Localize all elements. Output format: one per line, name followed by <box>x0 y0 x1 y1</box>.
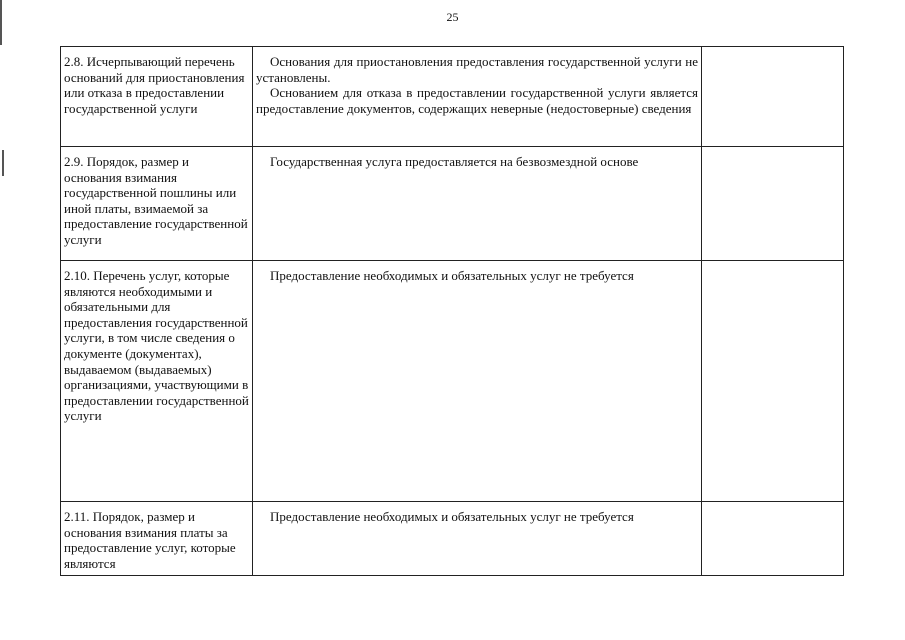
row-note-cell <box>702 261 844 502</box>
row-content-cell <box>253 502 702 576</box>
scan-edge-mark <box>2 150 4 176</box>
row-content-cell <box>253 47 702 147</box>
row-label: 2.10. Перечень услуг, которые являются необходимыми и обязательными для предоставления государственной услуги, в том числе сведения о документе (документах), выдаваемом (выдаваемых) организациями, участвующими в предоставлении государственной услуги <box>64 268 249 424</box>
row-content-cell <box>253 147 702 261</box>
row-note-cell <box>702 502 844 576</box>
row-note-cell <box>702 47 844 147</box>
page-number: 25 <box>446 10 459 24</box>
table-row <box>61 502 844 576</box>
row-label: 2.11. Порядок, размер и основания взимания платы за предоставление услуг, которые являются <box>64 509 236 571</box>
row-label-cell <box>61 47 253 147</box>
regulation-table <box>60 46 844 576</box>
content-paragraph: Государственная услуга предоставляется на безвозмездной основе <box>270 154 639 169</box>
row-label-cell <box>61 147 253 261</box>
row-label: 2.9. Порядок, размер и основания взимания государственной пошлины или иной платы, взимаемой за предоставление государственной услуги <box>64 154 248 247</box>
content-paragraph: Предоставление необходимых и обязательных услуг не требуется <box>270 268 634 283</box>
row-note-cell <box>702 147 844 261</box>
content-paragraph: Основанием для отказа в предоставлении государственной услуги является предоставление документов, содержащих неверные (недостоверные) сведения <box>256 85 698 116</box>
content-paragraph: Основания для приостановления предоставления государственной услуги не установлены. <box>256 54 698 85</box>
content-paragraph: Предоставление необходимых и обязательных услуг не требуется <box>270 509 634 524</box>
row-label-cell <box>61 502 253 576</box>
row-label: 2.8. Исчерпывающий перечень оснований для приостановления или отказа в предоставлении государственной услуги <box>64 54 245 116</box>
row-label-cell <box>61 261 253 502</box>
table-row <box>61 47 844 147</box>
table-row <box>61 261 844 502</box>
row-content-cell <box>253 261 702 502</box>
table-row <box>61 147 844 261</box>
